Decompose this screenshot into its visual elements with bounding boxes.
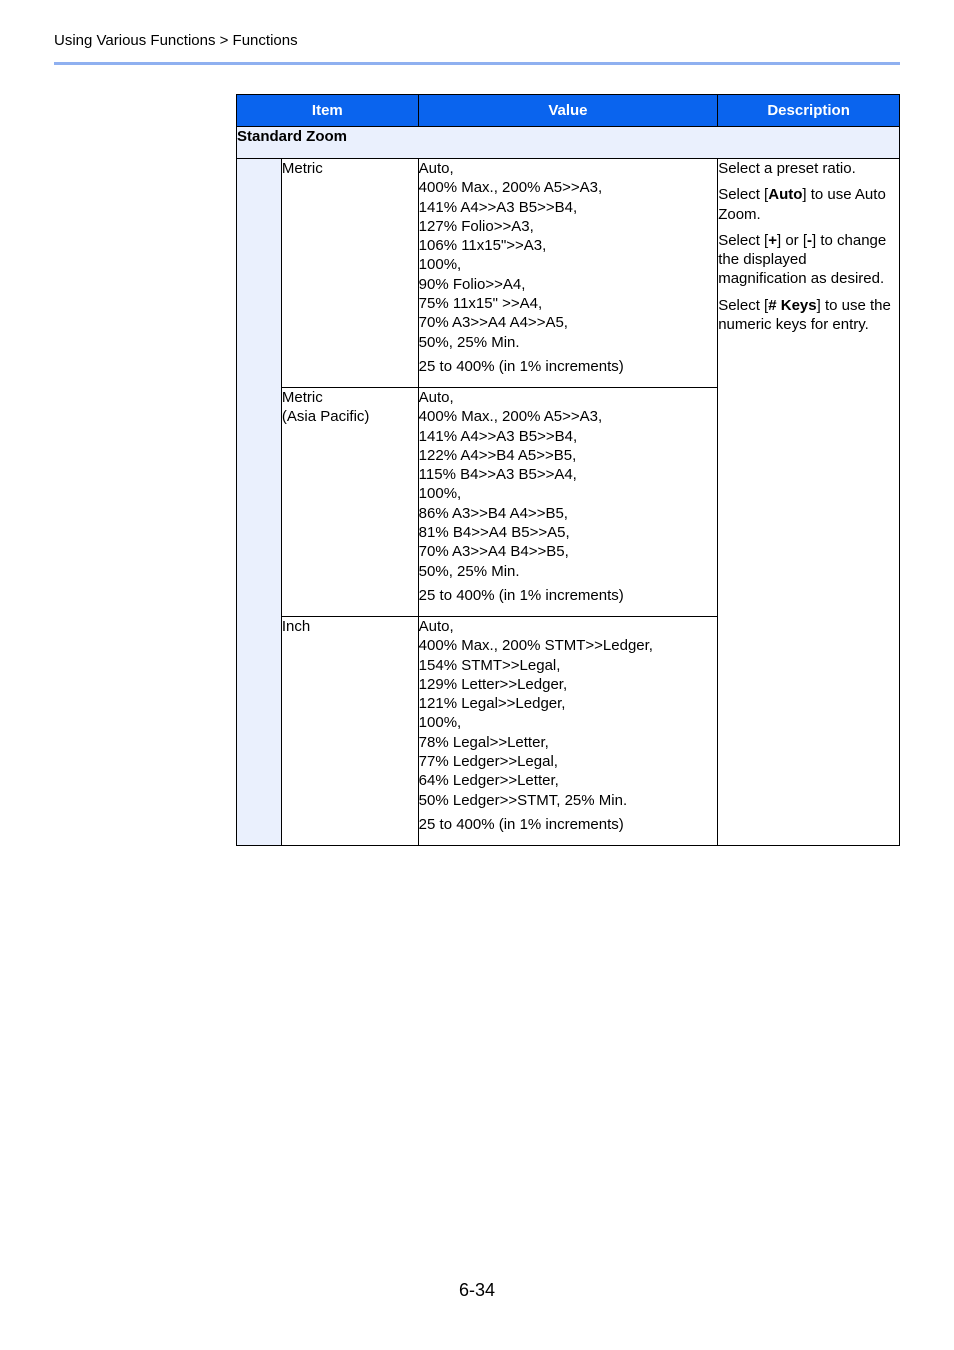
value-line: 400% Max., 200% A5>>A3, [418,408,603,426]
value-line: 70% A3>>A4 B4>>B5, [418,543,569,561]
breadcrumb: Using Various Functions > Functions [54,32,298,49]
description-auto: Select [Auto] to use Auto Zoom. [718,186,886,223]
value-line: 115% B4>>A3 B5>>A4, [418,466,577,484]
value-line: 50%, 25% Min. [418,562,520,580]
value-line: 100%, [418,714,462,732]
value-line: 141% A4>>A3 B5>>B4, [418,198,578,216]
table-header-row [237,95,900,127]
standard-zoom-table [236,94,900,846]
value-cell [418,388,718,617]
header-divider [54,62,900,65]
value-range: 25 to 400% (in 1% increments) [418,357,624,375]
value-line: Auto, [418,160,454,177]
table-row [237,159,900,388]
value-line: 78% Legal>>Letter, [418,733,549,751]
value-line: 129% Letter>>Ledger, [418,675,568,693]
value-line: 77% Ledger>>Legal, [418,753,558,771]
value-line: 100%, [418,485,462,503]
value-line: 90% Folio>>A4, [418,275,526,293]
item-metric: Metric [281,159,418,388]
value-line: Auto, [418,389,454,406]
value-cell [418,617,718,846]
value-line: 64% Ledger>>Letter, [418,772,559,790]
group-indent [237,159,282,846]
value-line: 75% 11x15" >>A4, [418,295,543,313]
value-line: 100%, [418,256,462,274]
description-cell [718,159,900,846]
value-line: 127% Folio>>A3, [418,217,534,235]
value-line: 86% A3>>B4 A4>>B5, [418,504,568,522]
page-number: 6-34 [458,1280,496,1300]
item-metric-asia-pacific: Metric (Asia Pacific) [281,388,418,617]
value-line: 400% Max., 200% STMT>>Ledger, [418,637,653,655]
column-header-description: Description [718,95,900,127]
value-line: 121% Legal>>Ledger, [418,695,566,713]
value-list [419,388,718,581]
value-line: 141% A4>>A3 B5>>B4, [418,427,578,445]
value-list [419,617,718,810]
column-header-value: Value [418,95,718,127]
value-line: 50% Ledger>>STMT, 25% Min. [418,791,628,809]
value-line: 70% A3>>A4 A4>>A5, [418,314,568,332]
value-line: 81% B4>>A4 B5>>A5, [418,524,570,542]
value-range: 25 to 400% (in 1% increments) [418,586,624,604]
description-plus-minus: Select [+] or [-] to change the displayed magnification as desired. [718,231,887,288]
value-line: Auto, [418,618,454,635]
value-cell [418,159,718,388]
value-line: 154% STMT>>Legal, [418,656,561,674]
value-line: 122% A4>>B4 A5>>B5, [418,446,577,464]
group-row [237,127,900,159]
description-preset: Select a preset ratio. [718,160,856,177]
description-keys: Select [# Keys] to use the numeric keys for entry. [718,296,891,334]
value-range: 25 to 400% (in 1% increments) [418,815,624,833]
group-label: Standard Zoom [237,127,900,159]
value-line: 400% Max., 200% A5>>A3, [418,179,603,197]
value-list [419,159,718,352]
item-inch: Inch [281,617,418,846]
value-line: 50%, 25% Min. [418,333,520,351]
value-line: 106% 11x15">>A3, [418,237,547,255]
column-header-item: Item [237,95,419,127]
